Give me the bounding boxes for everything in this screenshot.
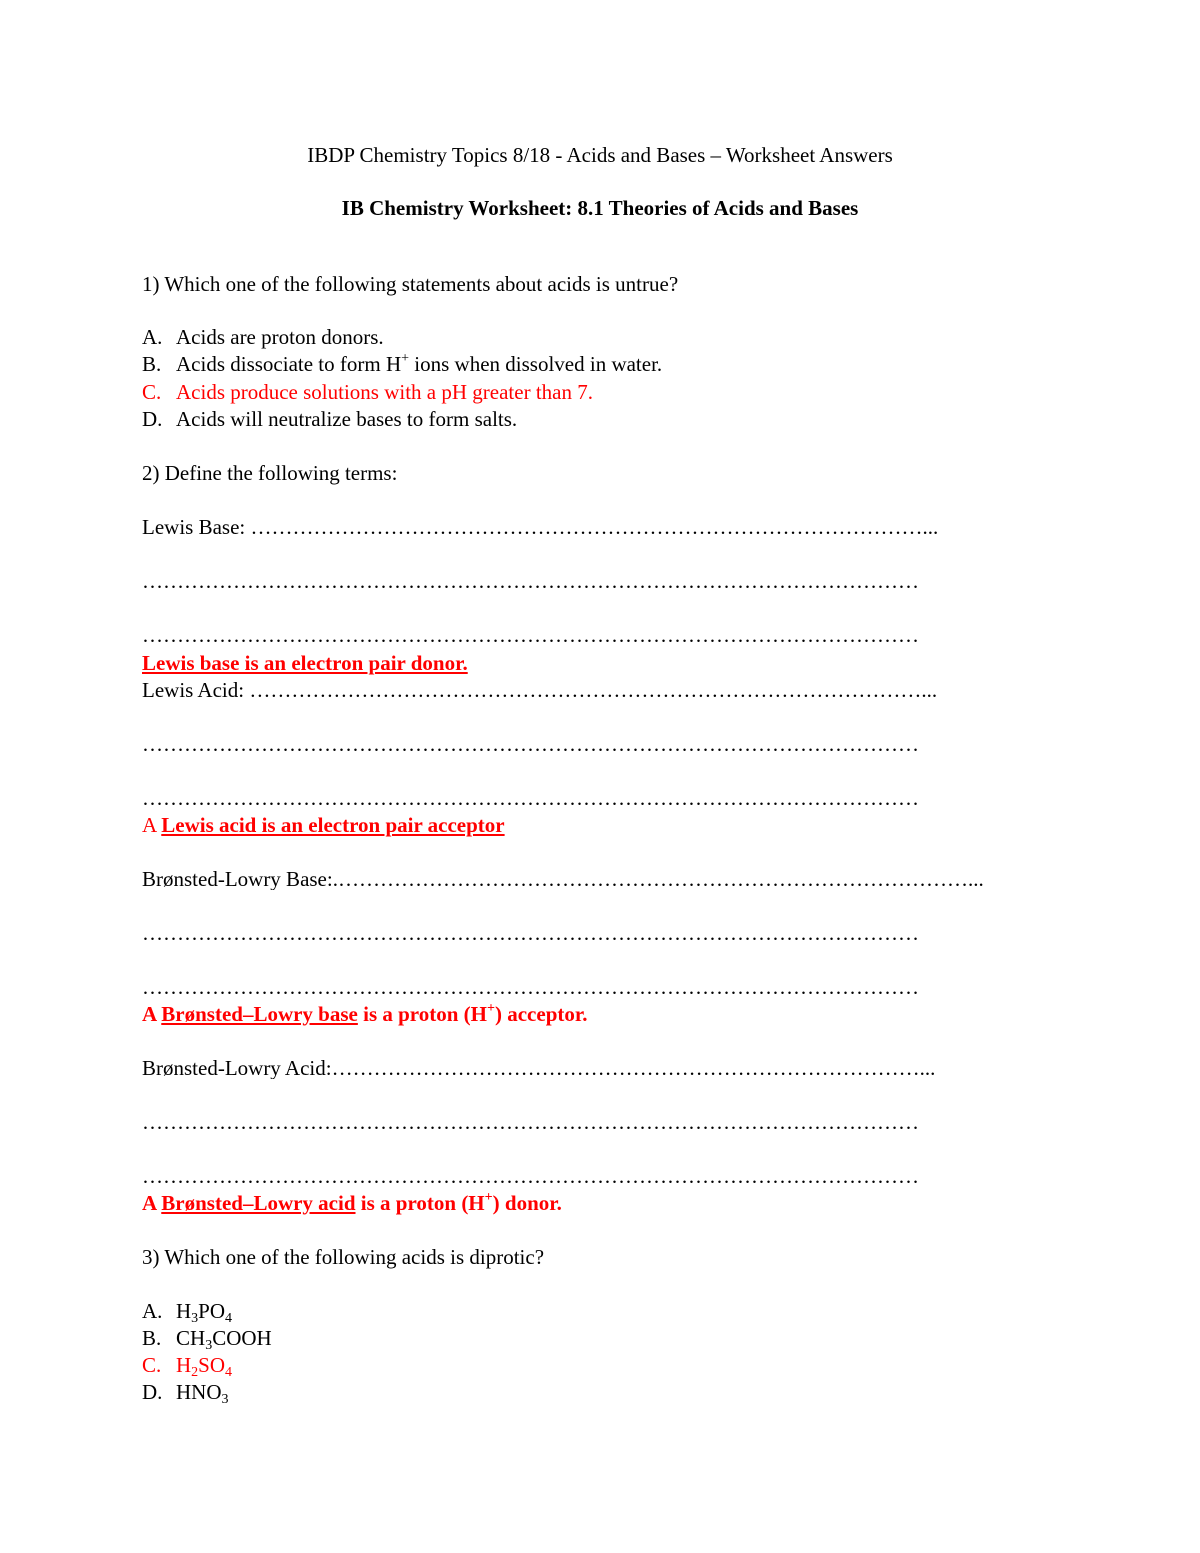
q1-option-b <box>142 351 663 376</box>
lewis-acid-answer <box>142 815 505 836</box>
option-letter: D. <box>142 1380 163 1404</box>
option-letter: B. <box>142 352 162 376</box>
option-letter: D. <box>142 407 163 431</box>
term-label: Brønsted-Lowry Acid: <box>142 1058 332 1079</box>
subscript: 3 <box>205 1338 213 1353</box>
dotted-line: ………………………………………………………………………………………………… <box>142 788 919 809</box>
option-text-rest: ions when dissolved in water. <box>409 352 663 376</box>
subscript: 3 <box>191 1311 199 1326</box>
worksheet-subtitle: IB Chemistry Worksheet: 8.1 Theories of Acids and Bases <box>341 196 859 220</box>
q3-option-c-answer <box>142 1353 233 1380</box>
term-label: Lewis Acid: <box>142 680 250 701</box>
option-letter: A. <box>142 325 163 349</box>
subscript: 2 <box>191 1365 199 1380</box>
answer-end: ) donor. <box>492 1191 562 1215</box>
superscript: + <box>401 351 410 366</box>
answer-prefix: A <box>142 813 162 837</box>
answer-text: is a proton (H <box>357 1002 487 1026</box>
option-text: Acids produce solutions with a pH greater than 7. <box>176 380 593 404</box>
answer-text: is a proton (H <box>355 1191 485 1215</box>
dotted-line: ………………………………………………………………………………………………… <box>142 1112 919 1133</box>
option-letter: B. <box>142 1326 162 1350</box>
question-2: 2) Define the following terms: <box>142 461 398 485</box>
answer-text: Lewis acid is an electron pair acceptor <box>161 813 505 837</box>
bl-base-answer <box>142 1001 588 1026</box>
bl-base-line <box>142 869 987 890</box>
question-1: 1) Which one of the following statements about acids is untrue? <box>142 272 679 296</box>
answer-end: ) acceptor. <box>494 1002 588 1026</box>
formula-part: COOH <box>212 1326 272 1350</box>
formula-part: H <box>176 1353 192 1377</box>
formula-part: CH <box>176 1326 206 1350</box>
dotted-line: ……………………………………………………………………………………... <box>249 680 938 701</box>
q3-option-a <box>142 1299 233 1326</box>
option-letter: C. <box>142 380 162 404</box>
bl-acid-line <box>142 1058 987 1079</box>
dotted-line: ………………………………………………………………………………………………… <box>142 1166 919 1187</box>
q1-option-a <box>142 327 384 348</box>
dotted-line: ………………………………………………………………………………………………… <box>142 734 919 755</box>
formula-part: PO <box>198 1299 226 1323</box>
superscript: + <box>484 1190 493 1205</box>
dotted-line: ………………………………………………………………………………………………… <box>142 977 919 998</box>
dotted-line: ………………………………………………………………………………………………… <box>142 625 919 646</box>
bl-acid-answer <box>142 1190 562 1215</box>
answer-prefix: A <box>142 1191 162 1215</box>
q3-option-d <box>142 1380 229 1407</box>
dotted-line: ……………………………………………………………………………………... <box>250 517 939 538</box>
term-label: Brønsted-Lowry Base: <box>142 869 333 890</box>
answer-term: Brønsted–Lowry acid <box>161 1191 356 1215</box>
q1-option-d <box>142 409 517 430</box>
answer-prefix: A <box>142 1002 162 1026</box>
option-letter: C. <box>142 1353 162 1377</box>
page-title: IBDP Chemistry Topics 8/18 - Acids and Bases – Worksheet Answers <box>307 143 893 167</box>
question-3: 3) Which one of the following acids is diprotic? <box>142 1245 545 1269</box>
subscript: 4 <box>225 1365 233 1380</box>
answer-term: Brønsted–Lowry base <box>161 1002 358 1026</box>
dotted-line: ………………………………………………………………………………………………… <box>142 923 919 944</box>
option-text: Acids are proton donors. <box>176 325 384 349</box>
option-letter: A. <box>142 1299 163 1323</box>
dotted-line: …………………………………………………………………………... <box>331 1058 936 1079</box>
formula-part: SO <box>198 1353 226 1377</box>
q1-option-c-answer <box>142 382 593 403</box>
lewis-base-line <box>142 517 987 538</box>
option-text: Acids dissociate to form H <box>176 352 402 376</box>
formula-part: H <box>176 1299 192 1323</box>
dotted-line: .………………………………………………………………………………... <box>332 869 984 890</box>
term-label: Lewis Base: <box>142 517 251 538</box>
lewis-base-answer: Lewis base is an electron pair donor. <box>142 651 468 675</box>
superscript: + <box>487 1001 495 1016</box>
q3-option-b <box>142 1326 272 1353</box>
subscript: 4 <box>225 1311 233 1326</box>
dotted-line: ………………………………………………………………………………………………… <box>142 571 919 592</box>
subscript: 3 <box>221 1392 229 1407</box>
option-text: Acids will neutralize bases to form salts. <box>176 407 518 431</box>
formula-part: HNO <box>176 1380 222 1404</box>
lewis-acid-line <box>142 680 987 701</box>
